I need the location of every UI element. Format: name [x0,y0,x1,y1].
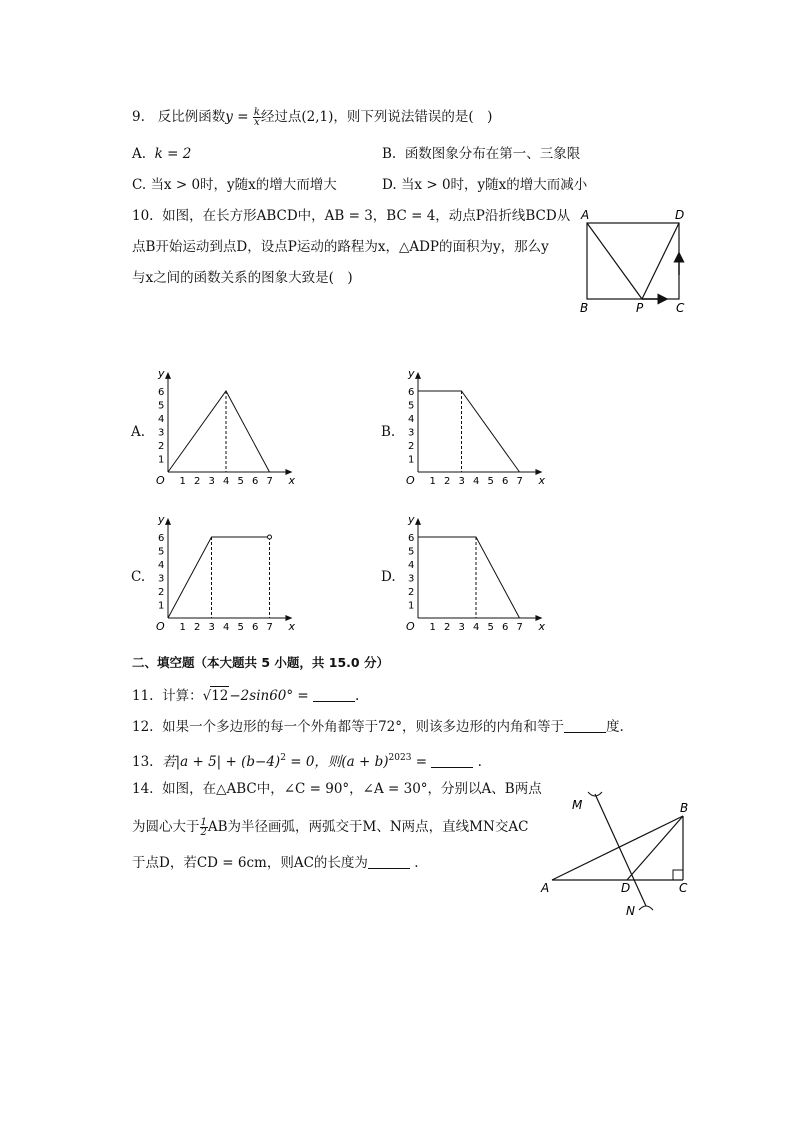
q10-option-a-label: A. [131,424,146,440]
q9-opt-a-label: A. [132,146,147,162]
x-tick-label: 2 [194,622,201,633]
question-9 [132,108,492,127]
label-p: P [636,301,644,315]
y-axis-arrow [165,518,171,525]
x-tick-label: 7 [516,622,523,633]
q9-option-a [132,145,191,163]
y-axis-label: y [158,366,165,380]
x-tick-label: 6 [252,476,259,487]
x-tick-label: 1 [179,622,186,633]
y-tick-label: 6 [408,387,415,398]
q14-line2-a: 为圆心大于 [132,819,200,835]
q9-opt-d-label: D. [382,177,397,193]
x-tick-label: 4 [473,476,480,487]
q14-frac-num: 1 [200,817,207,828]
q14-number: 14. [132,781,154,797]
q11-sqrt-arg: 12 [211,688,229,704]
q9-point: (2,1) [301,109,334,125]
q9-func-y: y [225,109,233,125]
x-tick-label: 5 [237,476,244,487]
x-tick-label: 4 [223,622,230,633]
q10-graph-d [398,510,548,636]
rectangle-abcd [587,223,679,299]
y-tick-label: 5 [158,546,165,558]
q10-line1: 如图，在长方形ABCD中，AB = 3，BC = 4，动点P沿折线BCD从 [162,208,571,224]
x-tick-label: 5 [487,476,494,487]
q11-sqrt-sign: √ [202,688,212,704]
label-c: C [679,881,688,895]
x-tick-label: 5 [487,622,494,633]
q13-sup-2: 2023 [388,753,412,763]
q9-opt-d-text: 当x > 0时，y随x的增大而减小 [400,177,588,193]
q10-number: 10. [132,208,154,224]
segment-ap [587,223,642,299]
x-axis-label: x [538,474,545,487]
y-tick-label: 5 [408,546,415,558]
label-a: A [541,881,550,895]
question-12 [132,718,624,736]
q11-number: 11. [132,688,154,704]
q14-triangle-figure [538,782,698,922]
x-tick-label: 2 [444,476,451,487]
q10-line3: 与x之间的函数关系的图象大致是( ) [132,270,353,286]
y-tick-label: 4 [408,560,415,571]
q14-line3-a: 于点D，若CD = 6cm，则AC的长度为 [132,855,368,871]
y-axis-arrow [415,372,421,379]
x-tick-label: 7 [266,476,273,487]
y-tick-label: 3 [158,427,165,439]
q14-line2-b: AB为半径画弧，两弧交于M、N两点，直线MN交AC [207,819,529,835]
question-10-line1 [132,207,570,225]
function-graph [168,391,270,472]
x-tick-label: 1 [179,476,186,487]
y-axis-label: y [408,512,415,526]
q9-opt-c-text: 当x > 0时，y随x的增大而增大 [150,177,337,193]
x-tick-label: 6 [502,476,509,487]
label-d: D [675,208,685,222]
y-tick-label: 5 [158,400,165,412]
label-d: D [621,881,631,895]
q11-text-a: 计算： [162,688,203,704]
question-14-line1 [132,780,542,798]
q10-rectangle-figure [575,205,695,317]
origin-label: O [156,474,165,487]
x-tick-label: 3 [458,476,465,487]
y-tick-label: 4 [158,560,165,571]
label-b: B [680,801,689,815]
q13-text-a: 若|a + 5| + (b−4) [162,754,281,770]
function-graph [168,537,270,618]
segment-dp [642,223,679,299]
y-tick-label: 3 [158,573,165,585]
x-tick-label: 3 [208,476,215,487]
y-tick-label: 4 [408,414,415,425]
x-tick-label: 6 [502,622,509,633]
label-b: B [580,301,589,315]
y-axis-label: y [408,366,415,380]
q9-opt-b-label: B. [382,146,397,162]
y-tick-label: 1 [158,454,165,466]
y-tick-label: 6 [408,533,415,544]
q11-end: . [355,688,360,704]
segment-ab [552,816,683,880]
origin-label: O [156,620,165,633]
q9-text-a: 反比例函数 [157,109,226,125]
x-tick-label: 1 [429,622,436,633]
right-angle-mark [673,870,683,880]
q10-graph-c [148,510,298,636]
q12-answer-blank[interactable] [564,718,606,733]
q9-frac-num: k [253,107,260,118]
origin-label: O [406,620,415,633]
x-tick-label: 4 [223,476,230,487]
section-2-title: 二、填空题（本大题共 5 小题，共 15.0 分） [132,655,389,670]
q14-frac-den: 2 [200,827,207,838]
y-tick-label: 2 [158,441,165,452]
q9-fraction [253,108,261,127]
q13-answer-blank[interactable] [431,753,473,768]
y-tick-label: 6 [158,533,165,544]
y-tick-label: 1 [408,454,415,466]
q14-end: . [414,855,419,871]
arc-n [639,906,653,910]
y-tick-label: 2 [408,441,415,452]
x-tick-label: 2 [444,622,451,633]
q12-end: 度. [606,719,624,735]
function-graph [418,391,520,472]
y-tick-label: 1 [158,600,165,612]
q11-answer-blank[interactable] [313,687,355,702]
x-axis-label: x [538,620,545,633]
q9-frac-den: x [254,117,260,128]
question-13 [132,749,482,771]
q9-text-b: 经过点 [260,109,302,125]
x-tick-label: 3 [458,622,465,633]
x-axis-label: x [288,474,295,487]
y-tick-label: 6 [158,387,165,398]
label-a: A [581,208,590,222]
q14-answer-blank[interactable] [368,854,410,869]
x-tick-label: 5 [237,622,244,633]
q12-text: 如果一个多边形的每一个外角都等于72°，则该多边形的内角和等于 [162,719,565,735]
y-tick-label: 2 [158,587,165,598]
x-tick-label: 4 [473,622,480,633]
x-tick-label: 2 [194,476,201,487]
q10-option-b-label: B. [381,424,396,440]
q13-number: 13. [132,754,154,770]
x-tick-label: 6 [252,622,259,633]
q9-opt-b-text: 函数图象分布在第一、三象限 [404,146,581,162]
q9-option-d [382,176,587,194]
q9-opt-c-label: C. [132,177,147,193]
q12-number: 12. [132,719,154,735]
q13-end: . [477,754,482,770]
q13-sup-1: 2 [280,753,286,763]
x-tick-label: 7 [516,476,523,487]
label-n: N [626,904,635,918]
y-axis-arrow [165,372,171,379]
y-tick-label: 3 [408,427,415,439]
question-11 [132,686,359,705]
open-endpoint [268,535,272,539]
q9-eq: = [232,109,253,125]
q9-text-c: ，则下列说法错误的是( ) [333,109,493,125]
y-tick-label: 5 [408,400,415,412]
y-axis-arrow [415,518,421,525]
origin-label: O [406,474,415,487]
q13-text-c: = [411,754,432,770]
x-tick-label: 7 [266,622,273,633]
y-tick-label: 4 [158,414,165,425]
q10-graph-b [398,364,548,490]
q9-option-b [382,145,580,163]
label-m: M [572,798,583,812]
q13-text-b: = 0，则(a + b) [285,754,389,770]
x-tick-label: 1 [429,476,436,487]
q10-graph-a [148,364,298,490]
q9-opt-a-text: k = 2 [154,146,192,162]
q10-option-d-label: D. [381,569,396,585]
q14-line1: 如图，在△ABC中，∠C = 90°，∠A = 30°，分别以A、B两点 [162,781,542,797]
function-graph [418,537,520,618]
label-c: C [676,301,685,315]
q10-line2: 点B开始运动到点D，设点P运动的路程为x，△ADP的面积为y，那么y [132,239,549,255]
q11-text-b: −2sin60° = [229,688,314,704]
q14-line3 [132,854,419,872]
x-axis-label: x [288,620,295,633]
q10-option-c-label: C. [131,569,146,585]
x-tick-label: 3 [208,622,215,633]
y-tick-label: 1 [408,600,415,612]
q14-fraction [200,818,208,837]
q9-option-c [132,176,337,194]
y-tick-label: 2 [408,587,415,598]
q14-line2 [132,818,528,837]
y-axis-label: y [158,512,165,526]
q9-number: 9. [132,109,145,125]
y-tick-label: 3 [408,573,415,585]
